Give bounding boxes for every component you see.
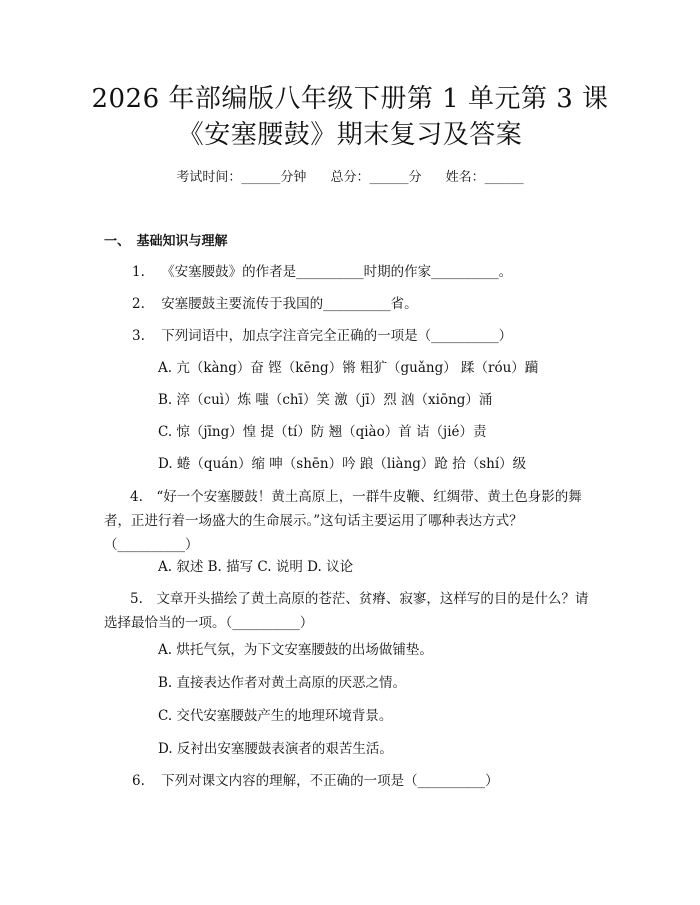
question-text: 安塞腰鼓主要流传于我国的__________省。 <box>161 296 418 312</box>
option-d: D. 反衬出安塞腰鼓表演者的艰苦生活。 <box>158 741 393 757</box>
total-score-field: 总分：______分 <box>330 170 422 185</box>
option-a: A. 亢（kàng）奋 铿（kēng）锵 粗犷（guǎng） 蹂（róu）躏 <box>158 360 539 376</box>
option-c: C. 交代安塞腰鼓产生的地理环境背景。 <box>158 708 393 724</box>
question-1 <box>132 262 512 282</box>
section-heading: 一、 基础知识与理解 <box>104 234 228 249</box>
doc-title-line2: 《安塞腰鼓》期末复习及答案 <box>177 120 523 150</box>
name-field: 姓名：______ <box>445 170 524 185</box>
option-b: B. 淬（cuì）炼 嗤（chī）笑 激（jī）烈 汹（xiōng）涌 <box>158 392 493 408</box>
exam-time-field: 考试时间：______分钟 <box>176 170 307 185</box>
option-d: D. 蜷（quán）缩 呻（shēn）吟 踉（liàng）跄 拾（shí）级 <box>158 456 527 472</box>
question-text: 下列词语中，加点字注音完全正确的一项是（__________） <box>161 328 513 344</box>
question-2 <box>132 294 418 314</box>
question-4-options: A. 叙述 B. 描写 C. 说明 D. 议论 <box>158 559 354 575</box>
question-number: 2. <box>132 296 145 312</box>
exam-info-row <box>0 168 700 188</box>
question-text: 下列对课文内容的理解，不正确的一项是（__________） <box>161 773 499 789</box>
question-number: 6. <box>132 773 145 789</box>
option-c: C. 惊（jīng）惶 提（tí）防 翘（qiào）首 诘（jié）责 <box>158 424 487 440</box>
question-5: 5. 文章开头描绘了黄土高原的苍茫、贫瘠、寂寥，这样写的目的是什么？请选择最恰当的一项。（__________） <box>104 591 589 631</box>
doc-title-line1: 2026 年部编版八年级下册第 1 单元第 3 课 <box>91 84 609 114</box>
question-6 <box>132 771 499 791</box>
option-b: B. 直接表达作者对黄土高原的厌恶之情。 <box>158 675 407 691</box>
question-number: 1. <box>132 264 145 280</box>
question-4: 4. “好一个安塞腰鼓！黄土高原上，一群牛皮鞭、红绸带、黄土色身影的舞者，正进行着一场盛大的生命展示。”这句话主要运用了哪种表达方式？（__________） <box>104 489 582 553</box>
option-a: A. 烘托气氛，为下文安塞腰鼓的出场做铺垫。 <box>158 642 433 658</box>
question-3 <box>132 326 512 346</box>
question-text: 《安塞腰鼓》的作者是__________时期的作家__________。 <box>161 264 513 280</box>
question-number: 3. <box>132 328 145 344</box>
